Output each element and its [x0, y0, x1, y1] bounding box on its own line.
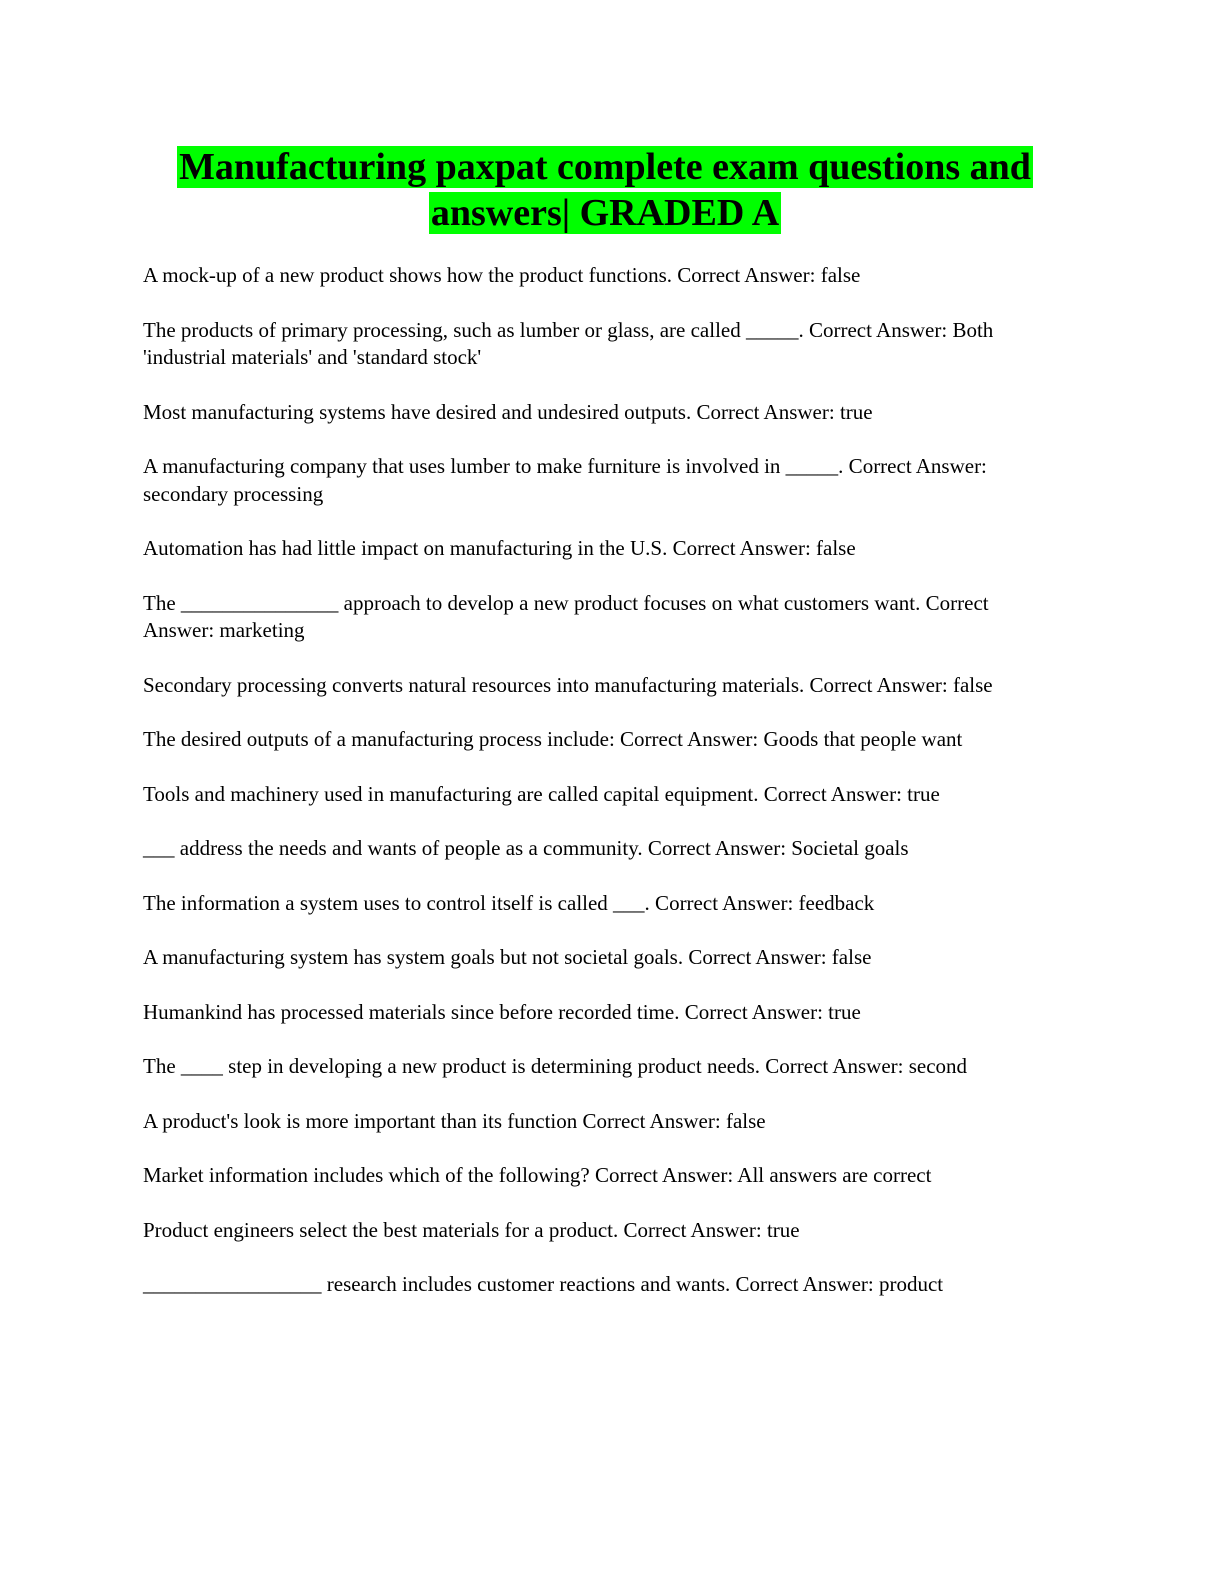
qa-item: Humankind has processed materials since before recorded time. Correct Answer: true	[143, 999, 861, 1024]
qa-item: Product engineers select the best materials for a product. Correct Answer: true	[143, 1217, 800, 1242]
qa-item: Most manufacturing systems have desired and undesired outputs. Correct Answer: true	[143, 399, 873, 424]
qa-item: The desired outputs of a manufacturing process include: Correct Answer: Goods that people want	[143, 727, 963, 751]
qa-item: The _______________ approach to develop a new product focuses on what customers want. Correct Answer: marketing	[143, 590, 989, 642]
qa-item: A manufacturing company that uses lumber to make furniture is involved in _____. Correct Answer: secondary processing	[143, 454, 987, 506]
qa-item: Automation has had little impact on manufacturing in the U.S. Correct Answer: false	[143, 536, 856, 560]
document-title	[140, 144, 1070, 236]
qa-list	[143, 262, 1063, 1326]
qa-item: The ____ step in developing a new product is determining product needs. Correct Answer: second	[143, 1054, 968, 1078]
qa-item: A product's look is more important than its function Correct Answer: false	[143, 1108, 766, 1133]
qa-item: Market information includes which of the following? Correct Answer: All answers are correct	[143, 1163, 932, 1187]
qa-item: Tools and machinery used in manufacturing are called capital equipment. Correct Answer: true	[143, 781, 940, 806]
qa-item: A mock-up of a new product shows how the product functions. Correct Answer: false	[143, 263, 861, 287]
title-line-1: Manufacturing paxpat complete exam questions and	[179, 146, 1031, 188]
qa-item: The products of primary processing, such as lumber or glass, are called _____. Correct Answer: Both 'industrial materials' and 'standard stock'	[143, 317, 994, 369]
qa-item: _________________ research includes customer reactions and wants. Correct Answer: product	[143, 1272, 944, 1296]
title-line-2: answers| GRADED A	[430, 192, 780, 234]
qa-item: The information a system uses to control itself is called ___. Correct Answer: feedback	[143, 890, 875, 915]
qa-item: ___ address the needs and wants of people as a community. Correct Answer: Societal goals	[143, 836, 909, 860]
qa-item: Secondary processing converts natural resources into manufacturing materials. Correct Answer: false	[143, 672, 993, 697]
qa-item: A manufacturing system has system goals but not societal goals. Correct Answer: false	[143, 945, 872, 969]
